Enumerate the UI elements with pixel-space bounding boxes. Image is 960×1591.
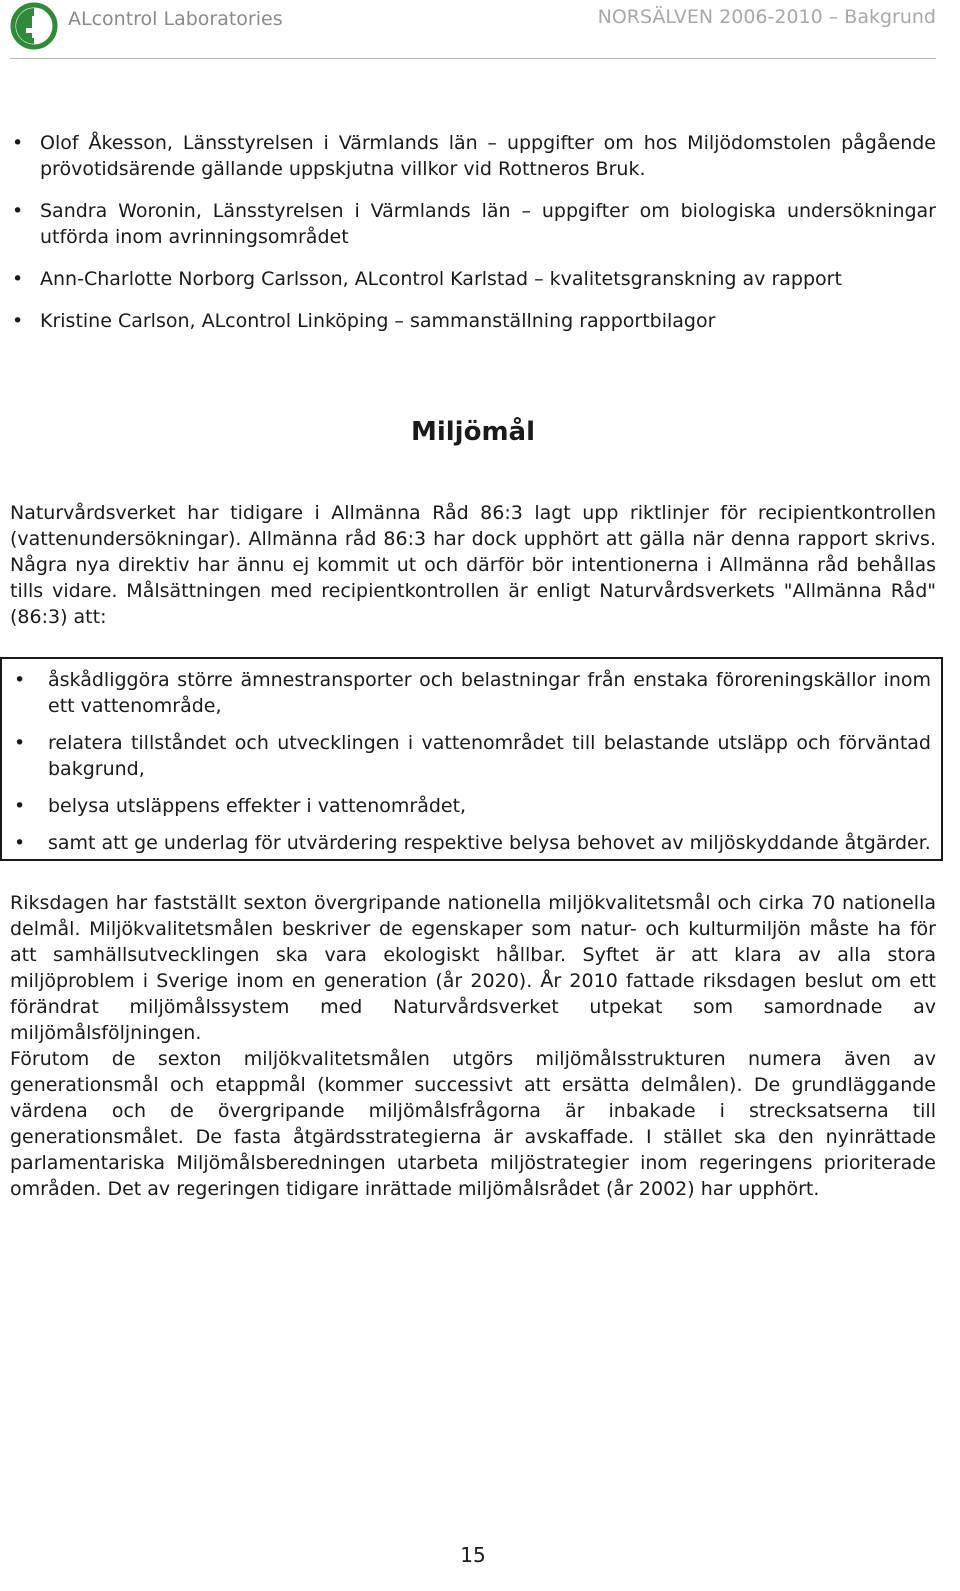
list-item — [10, 308, 936, 334]
page-header — [10, 0, 936, 59]
bullet-icon: • — [12, 200, 24, 222]
list-item — [12, 730, 931, 782]
list-item — [10, 266, 936, 292]
list-item-text: samt att ge underlag för utvärdering respektive belysa behovet av miljöskyddande åtgärder. — [48, 832, 931, 854]
bullet-icon: • — [12, 132, 24, 154]
paragraph-riksdagen: Riksdagen har fastställt sexton övergripande nationella miljökvalitetsmål och cirka 70 nationella delmål. Miljökvalitetsmålen beskriver de egenskaper som natur- och kulturmiljön måste ha för att samhällsutvecklingen ska vara ekologiskt hållbar. Syftet är att klara av alla stora miljöproblem i Sverige inom en generation (år 2020). År 2010 fattade riksdagen beslut om ett förändrat miljömålssystem med Naturvårdsverket utpekat som samordnade av miljömålsföljningen. — [10, 892, 936, 1044]
objectives-box — [0, 657, 943, 861]
list-item-text: Kristine Carlson, ALcontrol Linköping – sammanställning rapportbilagor — [40, 310, 716, 332]
document-title: NORSÄLVEN 2006-2010 – Bakgrund — [597, 6, 936, 28]
list-item — [10, 130, 936, 182]
section-heading: Miljömål — [410, 417, 536, 447]
list-item-text: Sandra Woronin, Länsstyrelsen i Värmlands län – uppgifter om biologiska undersökningar utförda inom avrinningsområdet — [40, 200, 936, 248]
bullet-icon: • — [12, 268, 24, 290]
contributors-list — [10, 130, 936, 350]
alcontrol-logo-icon — [10, 2, 58, 50]
list-item — [12, 830, 931, 856]
list-item-text: relatera tillståndet och utvecklingen i vattenområdet till belastande utsläpp och förväntad bakgrund, — [48, 732, 931, 780]
list-item — [12, 667, 931, 719]
list-item-text: åskådliggöra större ämnestransporter och belastningar från enstaka föroreningskällor inom ett vattenområde, — [48, 669, 931, 717]
page-number: 15 — [460, 1543, 486, 1567]
list-item-text: Ann-Charlotte Norborg Carlsson, ALcontrol Karlstad – kvalitetsgranskning av rapport — [40, 268, 842, 290]
list-item-text: belysa utsläppens effekter i vattenområdet, — [48, 795, 467, 817]
organization-name: ALcontrol Laboratories — [68, 8, 283, 30]
list-item-text: Olof Åkesson, Länsstyrelsen i Värmlands län – uppgifter om hos Miljödomstolen pågående prövotidsärende gällande uppskjutna villkor vid Rottneros Bruk. — [40, 132, 936, 180]
paragraph-intro: Naturvårdsverket har tidigare i Allmänna Råd 86:3 lagt upp riktlinjer för recipientkontrollen (vattenundersökningar). Allmänna råd 86:3 har dock upphört att gälla när denna rapport skrivs. Några nya direktiv har ännu ej kommit ut och därför bör intentionerna i Allmänna råd behållas tills vidare. Målsättningen med recipientkontrollen är enligt Naturvårdsverkets "Allmänna Råd" (86:3) att: — [10, 502, 936, 628]
list-item — [12, 793, 931, 819]
list-item — [10, 198, 936, 250]
paragraph-structure: Förutom de sexton miljökvalitetsmålen utgörs miljömålsstrukturen numera även av generationsmål och etappmål (kommer successivt att ersätta delmålen). De grundläggande värdena och de övergripande miljömålsfrågorna är inbakade i strecksatserna till generationsmålet. De fasta åtgärdsstrategierna är avskaffade. I stället ska den nyinrättade parlamentariska Miljömålsberedningen utarbeta miljöstrategier inom regeringens prioriterade områden. Det av regeringen tidigare inrättade miljömålsrådet (år 2002) har upphört. — [10, 1048, 936, 1200]
bullet-icon: • — [14, 795, 26, 817]
bullet-icon: • — [14, 732, 26, 754]
bullet-icon: • — [14, 832, 26, 854]
bullet-icon: • — [14, 669, 26, 691]
bullet-icon: • — [12, 310, 24, 332]
objectives-list — [12, 667, 931, 856]
